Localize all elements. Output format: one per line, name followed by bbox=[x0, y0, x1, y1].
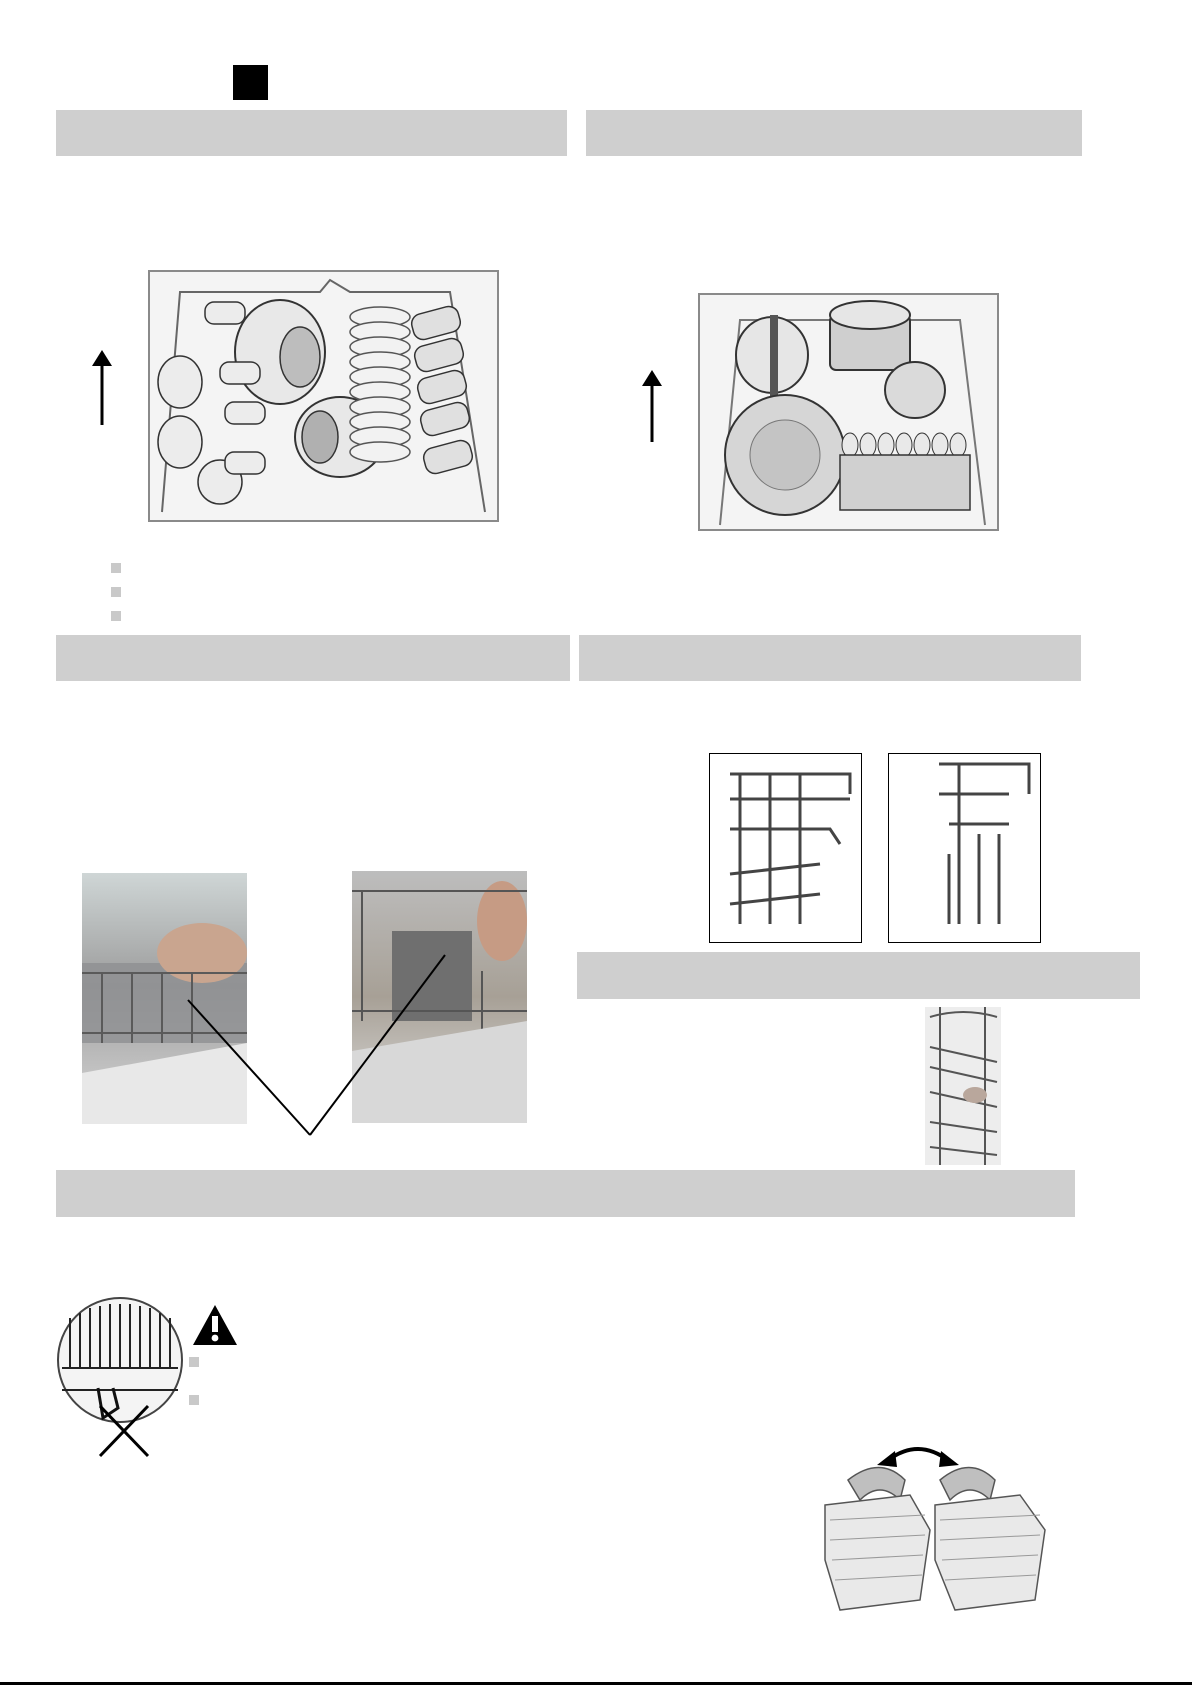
cup-shelf-up-figure bbox=[709, 753, 862, 943]
warning-triangle-icon bbox=[193, 1305, 237, 1345]
cutlery-warning-illustration bbox=[58, 1298, 188, 1458]
grey-square-bullet-icon bbox=[189, 1395, 199, 1405]
folding-rack-photo bbox=[925, 1007, 1001, 1165]
section-header-folding-racks bbox=[577, 952, 1140, 999]
cup-shelf-down-figure bbox=[888, 753, 1041, 943]
grey-square-bullet-icon bbox=[189, 1357, 199, 1367]
cutlery-basket-pair bbox=[820, 1460, 1050, 1610]
section-header-cutlery-basket bbox=[56, 1170, 1075, 1217]
